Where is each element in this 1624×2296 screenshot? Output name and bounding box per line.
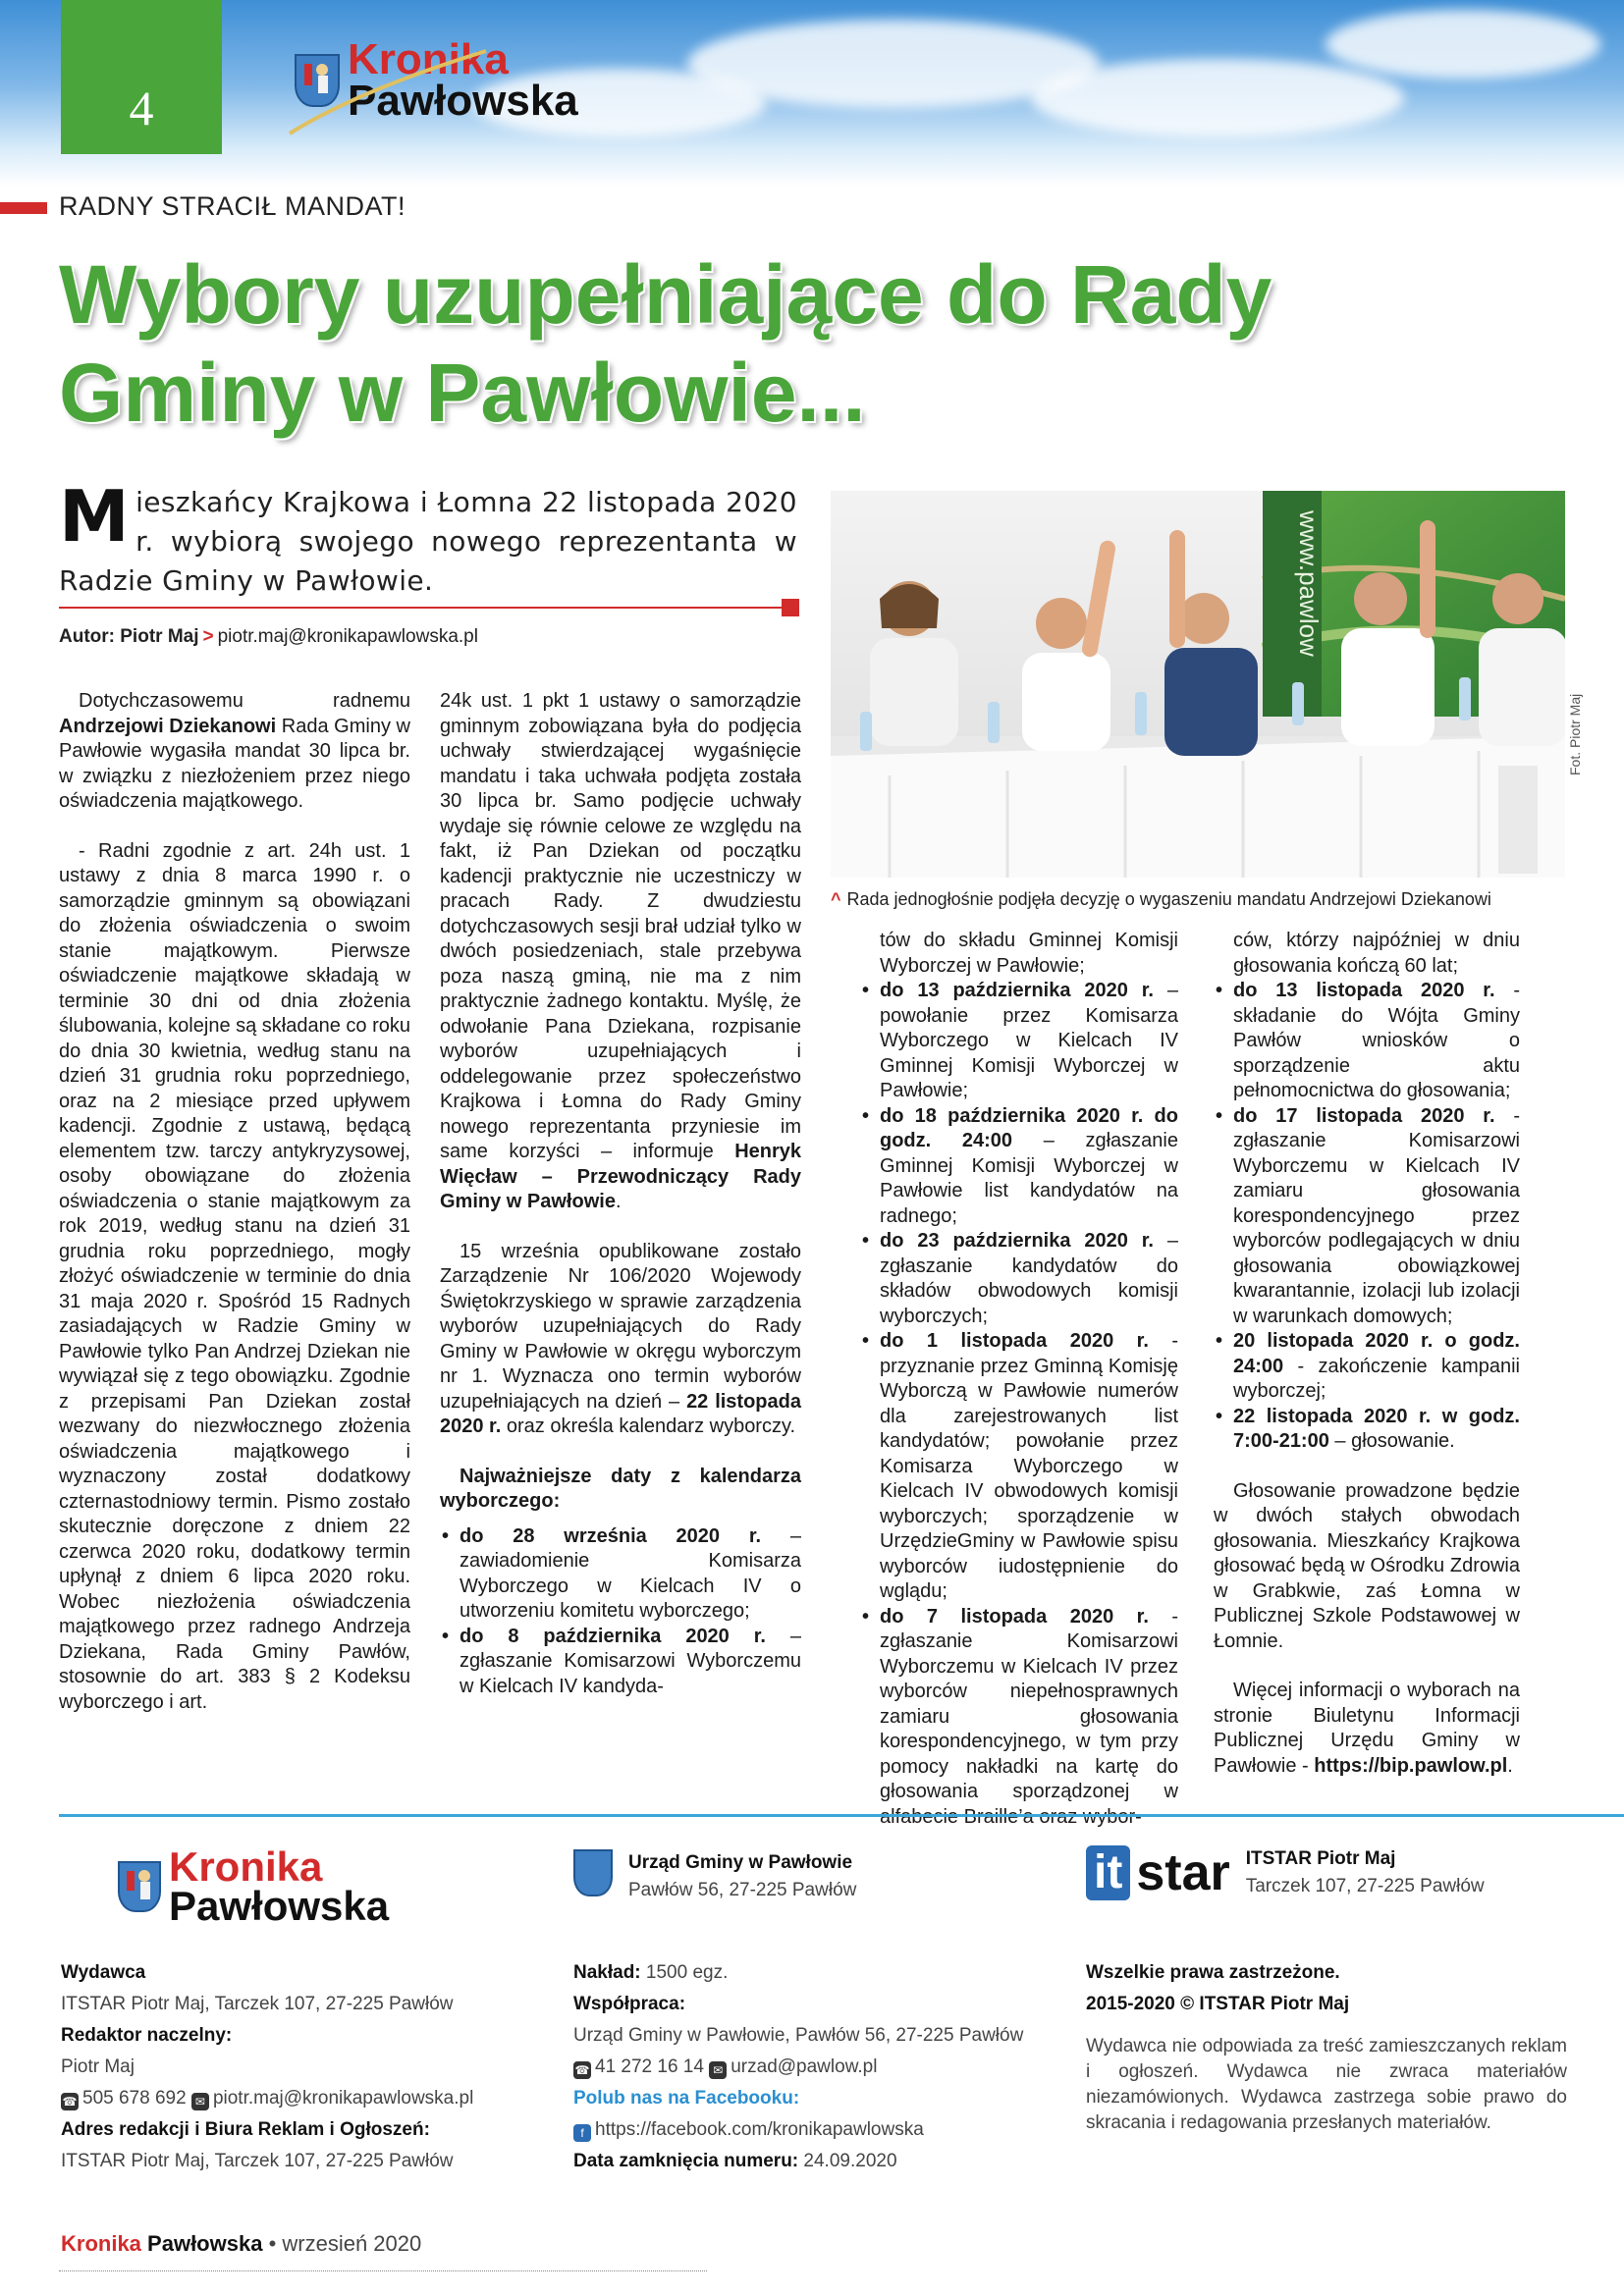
- itstar-block: [1086, 1845, 1485, 1900]
- section-marker: [0, 202, 47, 214]
- caption-arrow-icon: ^: [831, 889, 841, 909]
- lead-divider: [59, 607, 787, 609]
- facebook-link[interactable]: https://facebook.com/kronikapawlowska: [595, 2119, 924, 2140]
- list-item: [880, 1329, 1178, 1605]
- paragraph: [440, 1240, 801, 1440]
- itstar-info: [1246, 1845, 1485, 1900]
- lead-divider-square: [782, 599, 799, 616]
- footer-column-2: [573, 1957, 1064, 2177]
- logo-text: [169, 1843, 390, 1929]
- logo-swoosh: [250, 31, 496, 139]
- header-sky-background: [0, 0, 1624, 187]
- article-column-4: [1214, 929, 1520, 1803]
- item-text: - zgłaszanie Komisarzowi Wyborczemu w Kielcach IV przez wyborców niepełnosprawnych zamiaru głosowania korespondencyjnego, w tym przy pomocy nakładki na kartę do głosowania sporządzonej w: [880, 1605, 1179, 1802]
- lead-dropcap: M: [59, 475, 131, 558]
- logo-word-kronika: Kronika: [169, 1843, 323, 1890]
- itstar-logo-star: star: [1136, 1844, 1230, 1901]
- text: .: [1507, 1754, 1513, 1777]
- phone-icon: ☎: [62, 2095, 78, 2109]
- itstar-logo-it: it: [1086, 1845, 1130, 1900]
- naklad-value: 1500 egz.: [645, 1962, 729, 1983]
- item-text: - składanie do Wójta Gminy Pawłów wniosków o sporządzenie aktu pełnomocnictwa do głosowania;: [1233, 980, 1521, 1101]
- list-item: [460, 1524, 801, 1625]
- bottom-date: wrzesień 2020: [282, 2231, 422, 2256]
- bottom-kronika: Kronika: [61, 2231, 141, 2256]
- bold-text: 22 listopada 2020 r.: [440, 1390, 801, 1437]
- wydawca-label: Wydawca: [61, 1962, 146, 1983]
- footer-column-1: [61, 1957, 552, 2177]
- item-date: do 13 października 2020 r.: [880, 980, 1154, 1001]
- ug-phone[interactable]: 41 272 16 14: [595, 2056, 704, 2077]
- rights-line-2: 2015-2020 © ITSTAR Piotr Maj: [1086, 1994, 1350, 2014]
- phone-icon: ☎: [574, 2063, 590, 2077]
- wspolpraca-label: Współpraca:: [573, 1994, 686, 2014]
- mail-icon: ✉: [191, 2093, 209, 2110]
- calendar-list: [1214, 979, 1520, 1455]
- text: oraz określa kalendarz wyborczy.: [501, 1415, 796, 1437]
- itstar-name: ITSTAR Piotr Maj: [1245, 1848, 1396, 1869]
- item-text: – zgłaszanie kandydatów do składów obwodowych komisji wyborczych;: [880, 1230, 1178, 1327]
- item-text: – głosowanie.: [1328, 1430, 1455, 1452]
- continued-text: ców, którzy najpóźniej w dniu głosowania kończą 60 lat;: [1233, 930, 1520, 977]
- item-date: do 7 listopada 2020 r.: [880, 1605, 1149, 1628]
- article-photo: [831, 491, 1565, 878]
- text: 15 września opublikowane zostało Zarządzenie Nr 106/2020 Wojewody Świętokrzyskiego w sprawie zarządzenia wyborów uzupełniających do Rady Gminy w Pawłowie w okręgu wyborczym nr 1. Wyznacza ono termin wyborów uzupełniających na dzień –: [440, 1240, 801, 1413]
- closing-date-value: 24.09.2020: [803, 2151, 897, 2171]
- item-date: do 23 października 2020 r.: [880, 1230, 1154, 1252]
- rights-line-1: Wszelkie prawa zastrzeżone.: [1086, 1962, 1340, 1983]
- phone-number[interactable]: 505 678 692: [82, 2088, 187, 2109]
- caption-text: Rada jednogłośnie podjęła decyzję o wygaszeniu mandatu Andrzejowi Dziekanowi: [846, 889, 1491, 909]
- mail-icon: ✉: [709, 2061, 727, 2079]
- address-value: ITSTAR Piotr Maj, Tarczek 107, 27-225 Pawłów: [61, 2151, 454, 2171]
- cloud: [1326, 10, 1600, 79]
- continued-text: tów do składu Gminnej Komisji Wyborczej w Pawłowie;: [880, 930, 1178, 977]
- redaktor-value: Piotr Maj: [61, 2056, 135, 2077]
- logo-word-pawlowska: Pawłowska: [169, 1882, 390, 1929]
- ug-address: Pawłów 56, 27-225 Pawłów: [628, 1880, 857, 1900]
- item-text: - zgłaszanie Komisarzowi Wyborczemu w Kielcach IV zamiaru głosowania korespondencyjnego przez wyborców podlegających w dniu głosowania obowiązkowej kwarantannie, izolacji lub izolacji w warunkach domowych;: [1233, 1104, 1521, 1327]
- header-logo[interactable]: [295, 35, 578, 125]
- paragraph: [440, 689, 801, 1215]
- wspolpraca-value: Urząd Gminy w Pawłowie, Pawłów 56, 27-225 Pawłów: [573, 2025, 1024, 2046]
- item-date: do 13 listopada 2020 r.: [1233, 980, 1495, 1001]
- item-date: 22 listopada 2020 r. w godz. 7:00-21:00: [1233, 1405, 1520, 1452]
- item-text: – zgłaszanie Gminnej Komisji Wyborczej w Pawłowie list kandydatów na radnego;: [880, 1130, 1178, 1227]
- facebook-icon: f: [573, 2124, 591, 2142]
- bottom-separator: •: [268, 2231, 277, 2256]
- item-text: - zakończenie kampanii wyborczej;: [1233, 1355, 1520, 1402]
- author-arrow-icon: >: [202, 626, 214, 647]
- section-label: RADNY STRACIŁ MANDAT!: [59, 191, 406, 221]
- bold-text: Henryk Więcław – Przewodniczący Rady Gminy w Pawłowie: [440, 1141, 801, 1212]
- item-date: 20 listopada 2020 r. o godz. 24:00: [1233, 1330, 1520, 1377]
- text: Więcej informacji o wyborach na stronie Biuletynu Informacji Publicznej Urzędu Gminy w Pawłowie -: [1214, 1680, 1520, 1777]
- logo-word-pawlowska: Pawłowska: [348, 76, 578, 125]
- photo-caption: [831, 889, 1491, 910]
- list-item: [1233, 1104, 1520, 1330]
- closing-date-label: Data zamknięcia numeru:: [573, 2151, 799, 2171]
- naklad-label: Nakład:: [573, 1962, 641, 1983]
- item-date: do 8 października 2020 r.: [460, 1625, 766, 1647]
- coat-of-arms-icon: [573, 1849, 613, 1896]
- text: 24k ust. 1 pkt 1 ustawy o samorządzie gminnym zobowiązana była do podjęcia uchwały stwierdzającej wygaśnięcie mandatu i taka uchwała podjęta została 30 lipca br. Samo podjęcie uchwały wydaje się równie celowe ze względu na fakt, iż Pan Dziekan od początku kadencji praktycznie nie uczestniczy w pracach Rady. Z dwudziestu dotychczasowych sesji brał udział tylko w dwóch posiedzeniach, stale przebywa poza naszą gminą, nie ma z nim praktycznie żadnego kontaktu. Myślę, że odwołanie Pana Dziekana, rozpisanie wyborów uzupełniających i oddelegowanie przez społeczeństwo Krajkowa i Łomna do Rady Gminy nowego reprezentanta przyniesie im same korzyści – informuje: [440, 690, 801, 1162]
- coat-of-arms-icon: [295, 54, 340, 107]
- author-email[interactable]: piotr.maj@kronikapawlowska.pl: [217, 626, 478, 647]
- wydawca-value: ITSTAR Piotr Maj, Tarczek 107, 27-225 Pawłów: [61, 1994, 454, 2014]
- paragraph: Głosowanie prowadzone będzie w dwóch stałych obwodach głosowania. Mieszkańcy Krajkowa głosować będą w Ośrodku Zdrowia w Grabkwie, zaś Łomna w Publicznej Szkole Podstawowej w Łomnie.: [1214, 1479, 1520, 1652]
- council-meeting-photo: [831, 491, 1565, 878]
- paragraph: - Radni zgodnie z art. 24h ust. 1 ustawy z dnia 8 marca 1990 r. o samorządzie gminnym są obowiązani do złożenia oświadczenia o swoim stanie majątkowym. Pierwsze oświadczenie majątkowe składają w terminie 30 dni od dnia złożenia ślubowania, kolejne są składane co roku do dnia 30 kwietnia, według stanu na dzień 31 grudnia roku poprzedniego, oraz na 2 miesiące przed upływem kadencji. Zgodnie z ustawą, będącą elementem tzw. tarczy antykryzysowej, osoby obowiązane do złożenia oświadczenia o stanie majątkowym za rok 2019, według stanu na dzień 31 grudnia roku poprzedniego, mogły złożyć oświadczenie w terminie do dnia 31 maja 2020 r. Spośród 15 Radnych zasiadających w Radzie Gminy w Pawłowie tylko Pan Andrzej Dziekan nie wywiązał się z tego obowiązku. Zgodnie z przepisami Pan Dziekan został wezwany do niezwłocznego złożenia oświadczenia majątkowego i wyznaczony został dodatkowy czternastodniowy termin. Pismo zostało skutecznie doręczone z dniem 22 czerwca 2020 roku, dodatkowy termin upłynął z dniem 6 lipca 2020 roku. Wobec niezłożenia oświadczenia majątkowego przez radnego Andrzeja Dziekana, Rada Gminy Pawłów, stosownie do art. 383 § 2 Kodeksu wyborczego i art.: [59, 839, 410, 1713]
- bottom-footer: [61, 2230, 421, 2258]
- list-item: [1233, 1329, 1520, 1405]
- item-text: – zgłaszanie Komisarzowi Wyborczemu w Kielcach IV kandyda-: [460, 1625, 801, 1697]
- bottom-dotted-line: [59, 2269, 707, 2271]
- bold-text: Andrzejowi Dziekanowi: [59, 715, 277, 737]
- lead-text: ieszkańcy Krajkowa i Łomna 22 listopada 2020 r. wybiorą swojego nowego reprezentanta w Radzie Gminy w Pawłowie.: [59, 486, 797, 597]
- article-column-2: [440, 689, 801, 1699]
- item-text: – powołanie przez Komisarza Wyborczego w Kielcach IV Gminnej Komisji Wyborczej w Pawłowie;: [880, 980, 1178, 1101]
- list-item: [460, 1625, 801, 1700]
- contact-line: [61, 2083, 552, 2114]
- ug-email[interactable]: urzad@pawlow.pl: [731, 2056, 878, 2077]
- page-number: 4: [61, 0, 222, 154]
- author-name: Autor: Piotr Maj: [59, 626, 199, 647]
- facebook-label: Polub nas na Facebooku:: [573, 2088, 800, 2109]
- ug-block: [573, 1849, 856, 1904]
- list-item: [1233, 1405, 1520, 1455]
- calendar-list: [860, 979, 1178, 1830]
- itstar-address: Tarczek 107, 27-225 Pawłów: [1245, 1876, 1485, 1896]
- disclaimer: Wydawca nie odpowiada za treść zamieszczanych reklam i ogłoszeń. Wydawca nie zwraca materiałów niezamówionych. Wydawca zastrzega sobie prawo do skracania i redagowania przesłanych materiałów.: [1086, 2036, 1567, 2133]
- list-item: [1233, 979, 1520, 1104]
- cloud: [1031, 59, 1404, 137]
- paragraph: [440, 1465, 801, 1515]
- article-column-3: [860, 929, 1178, 1830]
- item-date: do 28 września 2020 r.: [460, 1524, 762, 1547]
- contact-line: [573, 2052, 1064, 2083]
- photo-banner-text: www.pawlow: [1294, 510, 1324, 657]
- article-lead: [59, 475, 797, 601]
- list-item: [880, 1229, 1178, 1329]
- text: .: [615, 1191, 622, 1212]
- item-text: – zawiadomienie Komisarza Wyborczego w Kielcach IV o utworzeniu komitetu wyborczego;: [460, 1524, 801, 1622]
- text: Dotychczasowemu radnemu: [79, 690, 410, 712]
- paragraph: [1214, 1679, 1520, 1779]
- list-item: [880, 1104, 1178, 1230]
- text: Rada Gminy w Pawłowie wygasiła mandat 30 lipca br. w związku z niezłożeniem przez niego oświadczenia majątkowego.: [59, 715, 410, 812]
- item-date: do 18 października 2020 r. do godz. 24:00: [880, 1104, 1178, 1151]
- photo-credit: Fot. Piotr Maj: [1567, 693, 1583, 775]
- redaktor-label: Redaktor naczelny:: [61, 2025, 233, 2046]
- bold-text: Najważniejsze daty z kalendarza wyborczego:: [440, 1465, 801, 1512]
- list-item: [880, 979, 1178, 1104]
- facebook-line: [573, 2114, 1064, 2146]
- bip-link[interactable]: https://bip.pawlow.pl: [1314, 1754, 1508, 1777]
- item-date: do 1 listopada 2020 r.: [880, 1330, 1149, 1352]
- article-column-1: [59, 689, 410, 1739]
- coat-of-arms-icon: [118, 1861, 161, 1912]
- footer-logo[interactable]: [118, 1843, 390, 1929]
- list-item: [880, 1605, 1178, 1831]
- article-headline: Wybory uzupełniające do Rady Gminy w Pawłowie...: [59, 248, 1272, 439]
- footer-column-3: [1086, 1957, 1567, 2136]
- paragraph: [59, 689, 410, 815]
- author-line: [59, 626, 478, 648]
- calendar-list: [440, 1524, 801, 1700]
- item-text: - przyznanie przez Gminną Komisję Wyborczą w Pawłowie numerów dla zarejestrowanych list kandydatów; powołanie przez Komisarza Wyborczego w Kielcach IV obwodowych komisji wyborczych; sporządzenie w UrzędzieGminy w Pawłowie spisu wyborców iudostępnienie do wglądu;: [880, 1330, 1179, 1602]
- bottom-pawlowska: Pawłowska: [147, 2231, 263, 2256]
- logo-word-kronika: Kronika: [348, 35, 509, 83]
- item-date: do 17 listopada 2020 r.: [1233, 1104, 1495, 1127]
- ug-info: [628, 1849, 856, 1904]
- editor-email[interactable]: piotr.maj@kronikapawlowska.pl: [212, 2088, 474, 2109]
- address-label: Adres redakcji i Biura Reklam i Ogłoszeń:: [61, 2119, 430, 2140]
- footer-divider: [59, 1814, 1624, 1817]
- ug-name: Urząd Gminy w Pawłowie: [628, 1852, 853, 1873]
